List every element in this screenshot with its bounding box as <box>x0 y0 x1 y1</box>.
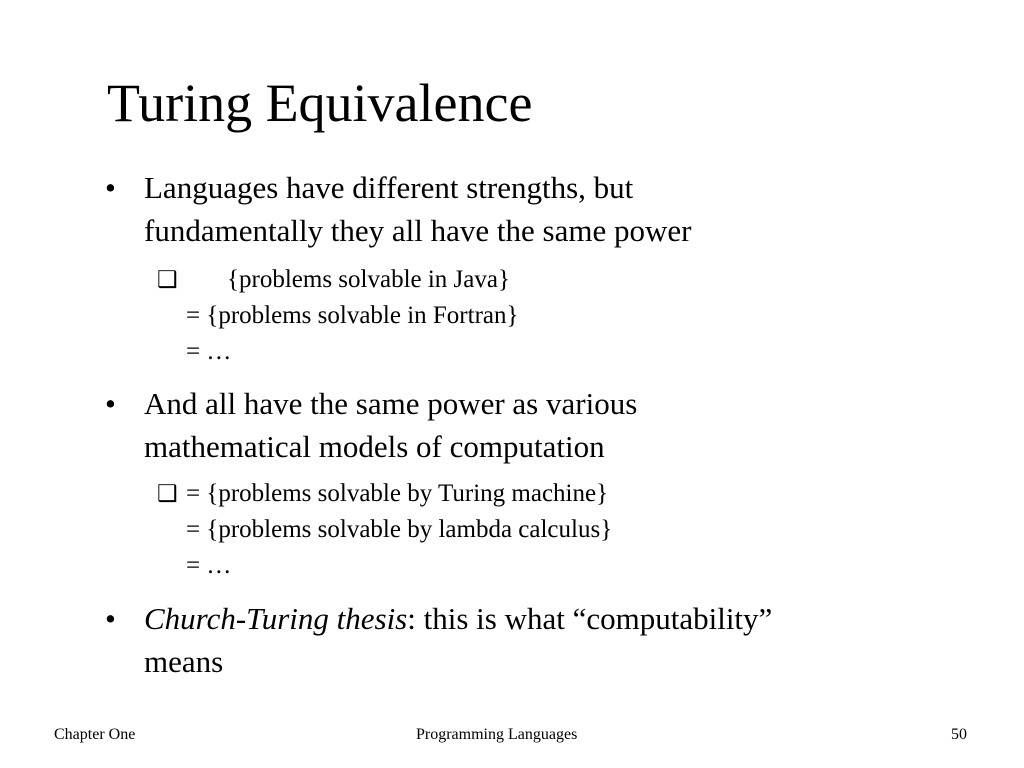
church-turing-term: Church-Turing thesis <box>144 601 408 636</box>
bullet-marker: • <box>105 386 116 421</box>
sub-line: = {problems solvable by Turing machine} <box>186 480 609 507</box>
sub-line: = {problems solvable in Fortran} <box>186 302 519 329</box>
bullet-line: And all have the same power as various <box>144 386 638 421</box>
bullet-line: mathematical models of computation <box>144 429 605 464</box>
bullet-marker: • <box>105 170 116 205</box>
bullet-text <box>144 597 984 683</box>
footer-chapter: Chapter One <box>54 726 136 743</box>
sub-line: = … <box>186 552 232 579</box>
bullet-marker: • <box>105 601 116 636</box>
sub-line: {problems solvable in Java} <box>227 266 510 293</box>
bullet-line: Languages have different strengths, but <box>144 170 634 205</box>
footer-course: Programming Languages <box>416 726 578 743</box>
checkbox-bullet-icon: ❑ <box>157 481 178 506</box>
footer-page-number: 50 <box>951 726 967 743</box>
bullet-rest-text: : this is what “computability” <box>407 601 773 636</box>
bullet-text <box>144 166 984 252</box>
sub-bullet-1 <box>157 262 957 372</box>
bullet-line: means <box>144 644 224 679</box>
sub-line: = {problems solvable by lambda calculus} <box>186 516 613 543</box>
bullet-line: fundamentally they all have the same power <box>144 213 692 248</box>
bullet-line <box>144 597 984 640</box>
sub-line: = … <box>186 338 232 365</box>
sub-bullet-2 <box>157 476 957 586</box>
checkbox-bullet-icon: ❑ <box>157 267 178 292</box>
bullet-text <box>144 382 984 468</box>
slide-title: Turing Equivalence <box>107 73 533 133</box>
